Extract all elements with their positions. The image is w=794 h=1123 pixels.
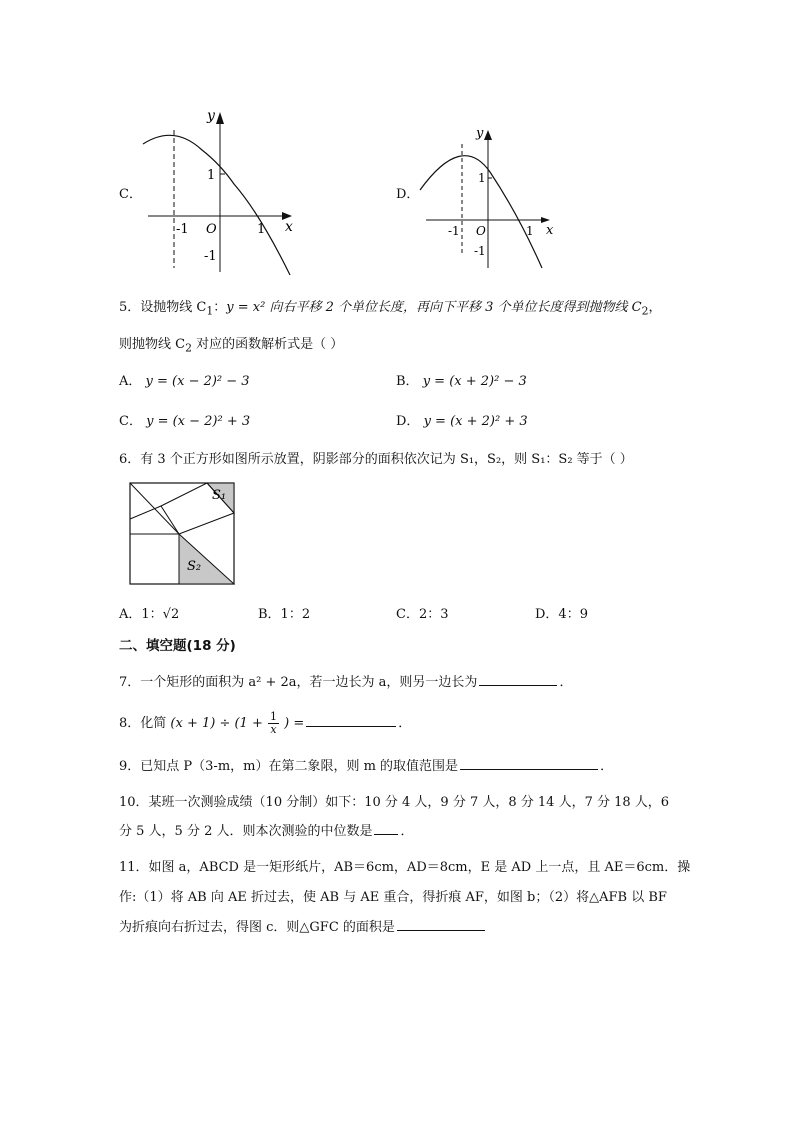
q10-line1: 10．某班一次测验成绩（10 分制）如下：10 分 4 人，9 分 7 人，8 分 14 人，7 分 18 人，6 bbox=[119, 795, 670, 810]
small-square bbox=[130, 534, 179, 584]
q6-option-c: C．2：3 bbox=[396, 607, 449, 622]
q6-option-b: B．1：2 bbox=[258, 607, 311, 622]
q8-fraction: $\frac{1}{x}$ bbox=[269, 710, 277, 736]
q10-answer-blank[interactable] bbox=[374, 821, 398, 835]
graph-d-origin: O bbox=[476, 224, 486, 238]
graph-d-y-arrow bbox=[484, 130, 492, 140]
q11-line2: 作:（1）将 AB 向 AE 折过去，使 AB 与 AE 重合，得折痕 AF，如图 b；（2）将△AFB 以 BF bbox=[119, 890, 667, 905]
q8: 8．化简 (x + 1) ÷ (1 + $\frac{1}{x}$ ) = ． bbox=[119, 710, 412, 736]
graph-d bbox=[418, 122, 568, 272]
graph-d-y-label: y bbox=[476, 126, 484, 141]
graph-d-tick-y-neg: -1 bbox=[474, 244, 486, 258]
q11-answer-blank[interactable] bbox=[397, 917, 485, 931]
q6-option-d: D．4：9 bbox=[535, 607, 588, 622]
q5-option-d: D． y = (x + 2)² + 3 bbox=[396, 414, 528, 429]
q9: 9．已知点 P（3-m，m）在第二象限，则 m 的取值范围是 ． bbox=[119, 755, 613, 774]
option-c-label: C． bbox=[119, 187, 142, 202]
graph-c bbox=[140, 102, 310, 277]
graph-c-tick-x-neg: -1 bbox=[176, 222, 189, 237]
section-2-title: 二、填空题(18 分) bbox=[119, 638, 236, 654]
q6-squares-figure bbox=[129, 482, 239, 586]
left-diag bbox=[130, 506, 161, 519]
q7: 7．一个矩形的面积为 a² + 2a，若一边长为 a，则另一边长为 ． bbox=[119, 671, 572, 690]
option-d-label: D． bbox=[396, 187, 420, 202]
q11-line3: 为折痕向右折过去，得图 c．则△GFC 的面积是 bbox=[119, 916, 487, 935]
q5-option-c: C． y = (x − 2)² + 3 bbox=[119, 414, 251, 429]
q5-stem-line2: 则抛物线 $C_2$ 对应的函数解析式是（ ） bbox=[119, 337, 344, 355]
graph-d-tick-x-neg: -1 bbox=[448, 224, 460, 238]
q5-stem: 5．设抛物线 $C_1$：y = x² 向右平移 2 个单位长度，再向下平移 3 个单位长度得到抛物线 $C_2$， bbox=[119, 300, 662, 318]
q5-option-b: B． y = (x + 2)² − 3 bbox=[396, 374, 527, 389]
graph-c-tick-y-neg: -1 bbox=[204, 249, 217, 264]
graph-d-tick-x-pos: 1 bbox=[526, 224, 534, 238]
graph-c-y-arrow bbox=[216, 112, 224, 124]
q7-answer-blank[interactable] bbox=[479, 672, 557, 686]
graph-c-x-label: x bbox=[285, 219, 293, 235]
q8-answer-blank[interactable] bbox=[306, 713, 396, 727]
q6-stem: 6．有 3 个正方形如图所示放置，阴影部分的面积依次记为 S₁，S₂，则 S₁：S₂ 等于（ ） bbox=[119, 452, 633, 467]
q9-answer-blank[interactable] bbox=[460, 756, 598, 770]
graph-c-y-label: y bbox=[207, 108, 215, 124]
s1-label: S₁ bbox=[212, 488, 227, 503]
q11-line1: 11．如图 a，ABCD 是一矩形纸片，AB＝6cm，AD＝8cm，E 是 AD 上一点，且 AE＝6cm．操 bbox=[119, 860, 691, 875]
q5-option-a: A． y = (x − 2)² − 3 bbox=[119, 374, 250, 389]
s2-label: S₂ bbox=[187, 559, 202, 574]
q6-option-a: A．1：√2 bbox=[119, 607, 180, 622]
graph-c-tick-y-pos: 1 bbox=[207, 168, 216, 183]
graph-c-tick-x-pos: 1 bbox=[257, 222, 266, 237]
q10-line2: 分 5 人，5 分 2 人．则本次测验的中位数是 ． bbox=[119, 820, 414, 839]
graph-c-origin: O bbox=[206, 222, 217, 237]
graph-d-tick-y-pos: 1 bbox=[478, 171, 486, 185]
graph-d-x-label: x bbox=[546, 223, 554, 238]
